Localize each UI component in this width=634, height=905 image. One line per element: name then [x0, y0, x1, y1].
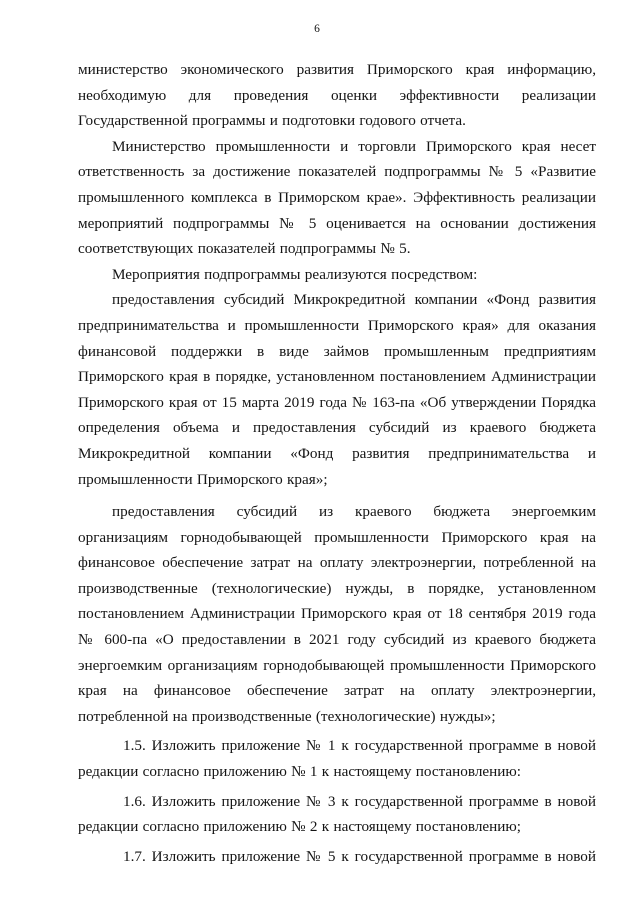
page-number: 6	[314, 23, 320, 35]
paragraph-info-continuation: министерство экономического развития Приморского края информацию, необходимую для проведения оценки эффективности реализации Государственной программы и подготовки годового отчета.	[78, 61, 596, 130]
paragraph-microcredit-subsidies: предоставления субсидий Микрокредитной компании «Фонд развития предпринимательства и промышленности Приморского края» для оказания финансовой поддержки в виде займов промышленным предприятиям Приморского края в порядке, установленном постановлением Администрации Приморского края от 15 марта 2019 года № 163-па «Об утверждении Порядка определения объема и предоставления субсидий из краевого бюджета Микрокредитной компании «Фонд развития предпринимательства и промышленности Приморского края»;	[78, 291, 596, 488]
paragraph-energy-subsidies: предоставления субсидий из краевого бюджета энергоемким организациям горнодобывающей промышленности Приморского края на финансовое обеспечение затрат на оплату электроэнергии, потребленной на производственные (технологические) нужды, в порядке, установленном постановлением Администрации Приморского края от 18 сентября 2019 года № 600-па «О предоставлении в 2021 году субсидий из краевого бюджета энергоемким организациям горнодобывающей промышленности Приморского края на финансовое обеспечение затрат на оплату электроэнергии, потребленной на производственные (технологические) нужды»;	[78, 503, 596, 725]
document-body	[78, 57, 596, 869]
paragraph-measures-intro: Мероприятия подпрограммы реализуются посредством:	[112, 265, 478, 283]
paragraph-ministry-responsibility: Министерство промышленности и торговли Приморского края несет ответственность за достижение показателей подпрограммы № 5 «Развитие промышленного комплекса в Приморском крае». Эффективность реализации мероприятий подпрограммы № 5 оценивается на основании достижения соответствующих показателей подпрограммы № 5.	[78, 137, 596, 258]
item-1-6: 1.6. Изложить приложение № 3 к государственной программе в новой редакции согласно приложению № 2 к настоящему постановлению;	[78, 792, 596, 836]
item-1-5: 1.5. Изложить приложение № 1 к государственной программе в новой редакции согласно приложению № 1 к настоящему постановлению:	[78, 737, 596, 781]
item-1-7: 1.7. Изложить приложение № 5 к государственной программе в новой	[123, 847, 596, 865]
